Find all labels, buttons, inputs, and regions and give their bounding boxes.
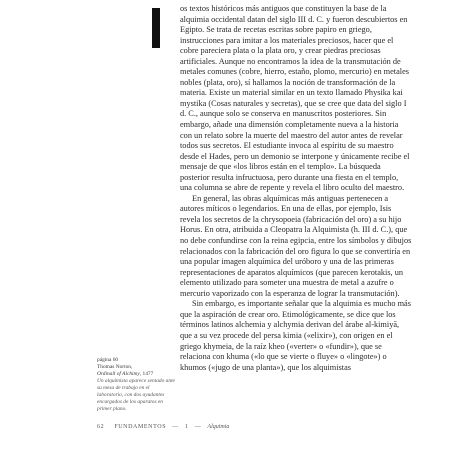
caption-description: Un alquimista aparece sentado ante su mesa de trabajo en el laboratorio, con dos ayudantes encargados de los aparatos en primer plano. bbox=[97, 378, 175, 412]
footer-section: FUNDAMENTOS bbox=[114, 424, 167, 430]
footer-chapter-title: Alquimia bbox=[207, 424, 230, 430]
paragraph-1: os textos históricos más antiguos que constituyen la base de la alquimia occidental datan del siglo III d. C. y fueron descubiertos en Egipto. Se trata de recetas escritas sobre papiro en griego, instrucciones para imitar a los materiales preciosos, hacer que el cobre pareciera plata o la plata oro, y crear piedras preciosas artificiales. Aunque no encontramos la idea de la transmutación de metales comunes (cobre, hierro, estaño, plomo, mercurio) en metales nobles (plata, oro), sí hallamos la noción de transformación de la materia. Existe un material similar en un texto llamado Physika kai mystika (Cosas naturales y secretas), que se cree que data del siglo I d. C., aunque solo se conserva en manuscritos posteriores. Sin embargo, añade una dimensión completamente nueva a la historia con un relato sobre la muerte del maestro del autor antes de revelar todos sus secretos. El estudiante invoca al espíritu de su maestro desde el Hades, pero un demonio se interpone y únicamente recibe el mensaje de que «los libros están en el templo». La búsqueda posterior resulta infructuosa, pero durante una fiesta en el templo, una columna se abre de repente y revela el libro oculto del maestro. bbox=[180, 4, 410, 193]
footer-chapter-number: 1 bbox=[184, 424, 189, 430]
paragraph-2: En general, las obras alquímicas más antiguas pertenecen a autores míticos o legendarios. En una de ellas, por ejemplo, Isis revela los secretos de la chrysopoeia (fabricación del oro) a su hijo Horus. En otra, atribuida a Cleopatra la Alquimista (h. III d. C.), que no debe confundirse con la reina egipcia, entre los símbolos y dibujos relacionados con la fabricación del oro figura lo que se convertiría en una popular imagen alquímica del uróboro y una de las primeras representaciones de aparatos alquímicos (que parecen kerotakis, un elemento utilizado para someter una muestra de metal a azufre o mercurio vaporizado con la esperanza de lograr la transmutación). bbox=[180, 193, 412, 298]
caption-work-title: Ordinall of Alchimy bbox=[97, 370, 140, 377]
paragraph-3: Sin embargo, es importante señalar que la alquimia es mucho más que la aspiración de crear oro. Etimológicamente, se dice que los términos latinos alchemia y alchymia derivan del árabe al-kimiyā, que a su vez procede del persa kimia («elixir»), con origen en el griego khymeia, de la raíz kheo («verter» o «fundir»), que se relaciona con khuma («lo que se vierte o fluye» o «lingote») o khumos («jugo de una planta»), que los alquimistas bbox=[180, 299, 411, 372]
page-number: 62 bbox=[97, 424, 105, 430]
caption-title-line bbox=[97, 371, 177, 378]
footer-dash-2: — bbox=[194, 424, 202, 430]
drop-cap-letter bbox=[152, 8, 164, 48]
caption-page-ref: página 60 bbox=[97, 357, 119, 363]
image-caption bbox=[97, 357, 177, 412]
footer-dash-1: — bbox=[172, 424, 179, 430]
page-footer bbox=[97, 424, 417, 430]
caption-year: , 1477 bbox=[139, 370, 154, 377]
caption-author: Thomas Norton, bbox=[97, 363, 133, 370]
body-text bbox=[180, 4, 412, 373]
